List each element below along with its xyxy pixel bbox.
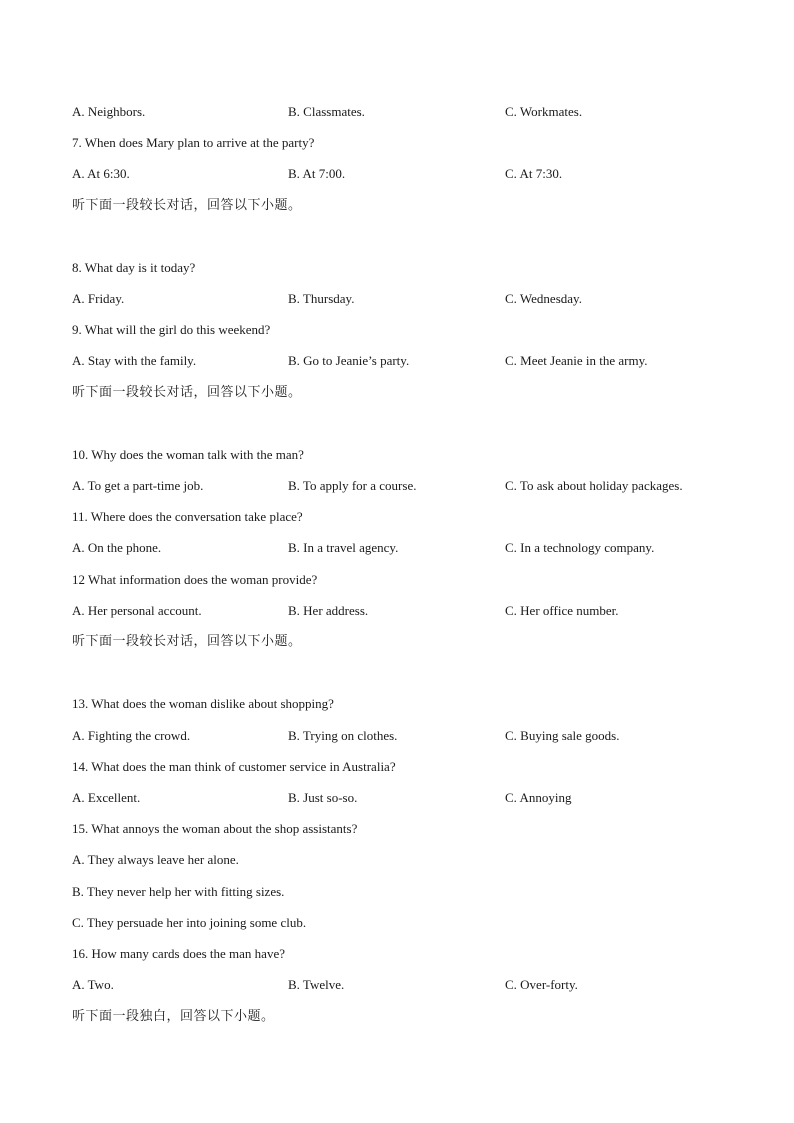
option-c[interactable]: C. Annoying bbox=[505, 790, 572, 805]
option-a[interactable]: A. Fighting the crowd. bbox=[72, 728, 191, 743]
option-b[interactable]: B. Trying on clothes. bbox=[288, 728, 398, 743]
option-a[interactable]: A. Excellent. bbox=[72, 790, 141, 805]
section-instruction: 听下面一段较长对话，回答以下小题。 bbox=[72, 634, 302, 649]
section-instruction: 听下面一段较长对话，回答以下小题。 bbox=[72, 198, 302, 213]
question-11: 11. Where does the conversation take place? bbox=[72, 509, 303, 524]
question-16: 16. How many cards does the man have? bbox=[72, 946, 285, 961]
option-b[interactable]: B. Twelve. bbox=[288, 977, 345, 992]
option-a[interactable]: A. They always leave her alone. bbox=[72, 852, 239, 867]
option-b[interactable]: B. Just so-so. bbox=[288, 790, 358, 805]
option-a[interactable]: A. Friday. bbox=[72, 291, 125, 306]
option-c[interactable]: C. Meet Jeanie in the army. bbox=[505, 353, 648, 368]
option-a[interactable]: A. Her personal account. bbox=[72, 603, 202, 618]
option-c[interactable]: C. They persuade her into joining some club. bbox=[72, 915, 307, 930]
option-c[interactable]: C. Workmates. bbox=[505, 104, 583, 119]
option-b[interactable]: B. They never help her with fitting sizes. bbox=[72, 884, 285, 899]
option-b[interactable]: B. To apply for a course. bbox=[288, 478, 417, 493]
option-a[interactable]: A. Stay with the family. bbox=[72, 353, 197, 368]
option-c[interactable]: C. Wednesday. bbox=[505, 291, 582, 306]
question-10: 10. Why does the woman talk with the man? bbox=[72, 447, 304, 462]
option-b[interactable]: B. In a travel agency. bbox=[288, 540, 399, 555]
option-b[interactable]: B. At 7:00. bbox=[288, 166, 346, 181]
question-9: 9. What will the girl do this weekend? bbox=[72, 322, 271, 337]
option-c[interactable]: C. Her office number. bbox=[505, 603, 619, 618]
option-b[interactable]: B. Go to Jeanie’s party. bbox=[288, 353, 410, 368]
option-b[interactable]: B. Classmates. bbox=[288, 104, 365, 119]
question-14: 14. What does the man think of customer service in Australia? bbox=[72, 759, 396, 774]
option-c[interactable]: C. In a technology company. bbox=[505, 540, 655, 555]
question-13: 13. What does the woman dislike about shopping? bbox=[72, 696, 334, 711]
question-12: 12 What information does the woman provide? bbox=[72, 572, 318, 587]
option-a[interactable]: A. On the phone. bbox=[72, 540, 162, 555]
option-c[interactable]: C. To ask about holiday packages. bbox=[505, 478, 683, 493]
option-c[interactable]: C. Over-forty. bbox=[505, 977, 578, 992]
question-8: 8. What day is it today? bbox=[72, 260, 196, 275]
section-instruction: 听下面一段较长对话，回答以下小题。 bbox=[72, 385, 302, 400]
option-a[interactable]: A. At 6:30. bbox=[72, 166, 130, 181]
option-a[interactable]: A. Neighbors. bbox=[72, 104, 146, 119]
question-15: 15. What annoys the woman about the shop assistants? bbox=[72, 821, 358, 836]
option-b[interactable]: B. Thursday. bbox=[288, 291, 355, 306]
option-a[interactable]: A. To get a part-time job. bbox=[72, 478, 204, 493]
question-7: 7. When does Mary plan to arrive at the party? bbox=[72, 135, 315, 150]
option-c[interactable]: C. At 7:30. bbox=[505, 166, 563, 181]
option-a[interactable]: A. Two. bbox=[72, 977, 114, 992]
option-c[interactable]: C. Buying sale goods. bbox=[505, 728, 620, 743]
section-instruction: 听下面一段独白，回答以下小题。 bbox=[72, 1009, 275, 1024]
option-b[interactable]: B. Her address. bbox=[288, 603, 369, 618]
